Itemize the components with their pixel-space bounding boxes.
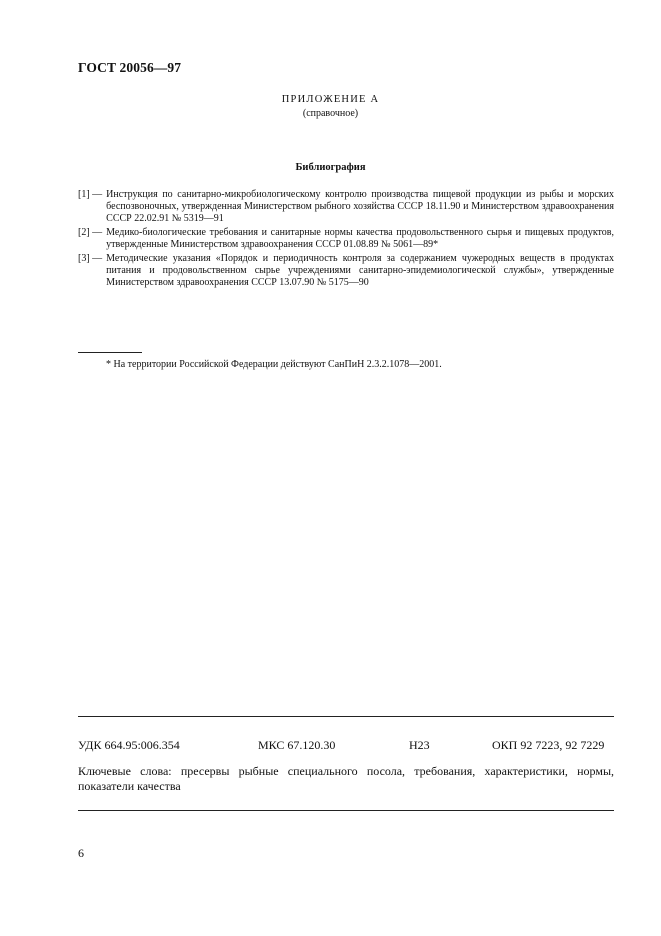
mks-code: МКС 67.120.30 xyxy=(258,738,336,752)
bibliography-item xyxy=(78,189,614,225)
bibliography-item xyxy=(78,227,614,251)
classification-top-divider xyxy=(78,716,614,717)
okp-code: ОКП 92 7223, 92 7229 xyxy=(492,738,605,752)
bibliography-item-text: Методические указания «Порядок и периодичность контроля за содержанием чужеродных веществ в продуктах питания и продовольственном сырье учреждениями санитарно-эпидемиологической службы», утвержденные Министерством здравоохранения СССР 13.07.90 № 5175—90 xyxy=(106,253,614,288)
bibliography-item-number: [1] — xyxy=(78,189,103,200)
footnote: * На территории Российской Федерации действуют СанПиН 2.3.2.1078—2001. xyxy=(106,359,442,370)
bibliography-heading: Библиография xyxy=(295,162,366,173)
appendix-note: (справочное) xyxy=(302,108,359,119)
bibliography-item-text: Инструкция по санитарно-микробиологическому контролю производства пищевой продукции из рыбы и морских беспозвоночных, утвержденная Министерством рыбного хозяйства СССР 18.11.90 и Министерством здравоохранения СССР 22.02.91 № 5319—91 xyxy=(106,189,614,224)
bibliography-item-number: [3] — xyxy=(78,253,103,264)
bibliography-list xyxy=(78,189,614,291)
bibliography-item-number: [2] — xyxy=(78,227,103,238)
udk-code: УДК 664.95:006.354 xyxy=(78,738,180,752)
standard-number: ГОСТ 20056—97 xyxy=(78,60,182,75)
group-code: Н23 xyxy=(409,738,430,752)
footnote-divider xyxy=(78,352,142,353)
page-number: 6 xyxy=(78,846,84,860)
appendix-title: ПРИЛОЖЕНИЕ А xyxy=(281,94,380,105)
bibliography-item xyxy=(78,253,614,289)
bibliography-item-text: Медико-биологические требования и санитарные нормы качества продовольственного сырья и пищевых продуктов, утвержденные Министерством здравоохранения СССР 01.08.89 № 5061—89* xyxy=(106,227,614,250)
classification-bottom-divider xyxy=(78,810,614,811)
keywords: Ключевые слова: пресервы рыбные специального посола, требования, характеристики, нормы, показатели качества xyxy=(78,764,614,793)
